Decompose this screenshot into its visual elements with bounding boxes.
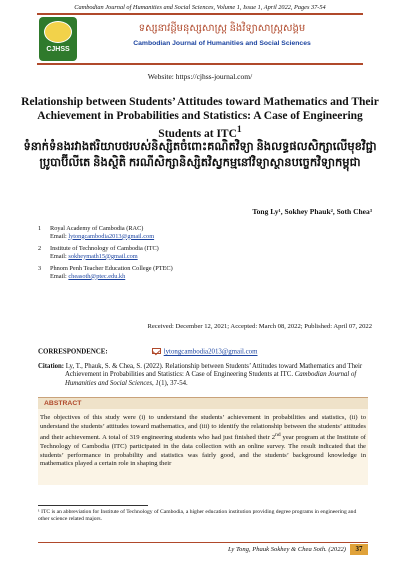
affiliation-number: 3 [38,265,42,272]
correspondence [38,348,258,356]
logo-emblem [44,21,72,43]
logo-text: CJHSS [46,46,70,53]
correspondence-email-link[interactable]: lytongcambodia2013@gmail.com [163,348,258,356]
ordinal-suffix: nd [275,432,281,439]
email-label: Email: [50,272,69,280]
running-head: Cambodian Journal of Humanities and Social Sciences, Volume 1, Issue 1, April 2022, Pages 37-54 [74,4,326,11]
affiliation-org: Royal Academy of Cambodia (RAC) [50,225,144,232]
journal-website[interactable]: Website: https://cjhss-journal.com/ [147,72,253,81]
affiliation-org: Institute of Technology of Cambodia (ITC) [50,245,159,252]
affiliation-email-link[interactable]: lytongcambodia2013@gmail.com [68,232,155,240]
affiliation-org: Phnom Penh Teacher Education College (PTEC) [50,265,173,272]
affiliation-1 [38,225,338,240]
envelope-icon [152,348,161,354]
title-footnote-mark[interactable]: 1 [236,124,242,135]
affiliation-email-link[interactable]: cheasoth@ptec.edu.kh [68,272,126,280]
abstract-text-part-1: The objectives of this study were (i) to understand the students’ achievement in probabilities and statistics, (ii) to understand the students’ attitudes toward mathematics, and (iii) to identify the relationship between the students’ attitudes and their achievement. A total of 319 engineering students who had just finished their 2 [40,414,366,442]
title-text: Relationship between Students’ Attitudes toward Mathematics and Their Achievement in Probabilities and Statistics: A Case of Engineering Students at ITC [21,96,379,140]
citation-journal: Cambodian Journal of Humanities and Social Sciences, 1 [65,371,357,387]
affiliation-2 [38,245,338,260]
affiliation-email-link[interactable]: sokheymath15@gmail.com [68,252,138,260]
citation [38,363,368,388]
affiliation-number: 2 [38,245,42,252]
affiliation-3 [38,265,338,280]
email-label: Email: [50,252,69,260]
footnote-rule [38,505,148,506]
footnote: ¹ ITC is an abbreviation for Institute of Technology of Cambodia, a higher education institution providing degree programs in engineering and other science related majors. [38,509,357,522]
masthead-english-title: Cambodian Journal of Humanities and Social Sciences [133,40,311,47]
journal-masthead [37,13,363,65]
correspondence-label: CORRESPONDENCE: [38,348,108,356]
citation-text: Ly, T., Phauk, S. & Chea, S. (2022). Relationship between Students’ Attitudes toward Mathematics and Their Achievement in Probabilities and Statistics: A Case of Engineering Students at ITC. [64,363,363,379]
page-footer [38,542,368,556]
email-label: Email: [50,232,69,240]
footer-citation: Ly Tong, Phauk Sokhey & Chea Soth. (2022) [227,546,346,553]
masthead-bottom-rule [37,63,363,65]
citation-issue-pages: (1), 37-54. [158,379,188,387]
page-number: 37 [350,544,368,555]
article-title-khmer: ទំនាក់ទំនងរវាងឥរិយាបថរបស់និស្សិតចំពោះគណិតវិទ្យា និងលទ្ធផលសិក្សាលើមុខវិជ្ជាប្រូបាប៊ីលីតេ និងស្ថិតិ ករណីសិក្សានិស្សិតវិស្វកម្មនៅវិទ្យាស្ថានបច្ចេកវិទ្យាកម្ពុជា [23,141,377,169]
article-dates: Received: December 12, 2021; Accepted: March 08, 2022; Published: April 07, 2022 [147,323,372,330]
abstract-header-bar [38,397,368,409]
author-list: Tong Ly¹, Sokhey Phauk², Soth Chea³ [252,207,372,216]
abstract-text-part-2: year program at the Institute of Technology of Cambodia (ITC) participated in the data collection with an online survey. The result indicated that the students’ performance in probability and statistics was fairly good, and the students’ background knowledge in mathematics played a certain role in shaping their [40,434,367,468]
article-title-english [20,96,380,141]
abstract-heading: ABSTRACT [44,399,82,407]
journal-logo-icon [39,17,77,61]
abstract-text [40,414,366,469]
affiliation-number: 1 [38,225,42,232]
citation-label: Citation: [38,363,65,370]
masthead-top-rule [37,13,363,15]
masthead-khmer-title: ទស្សនាវដ្តីមនុស្សសាស្ត្រ និងវិទ្យាសាស្ត្រសង្គម [138,23,306,34]
